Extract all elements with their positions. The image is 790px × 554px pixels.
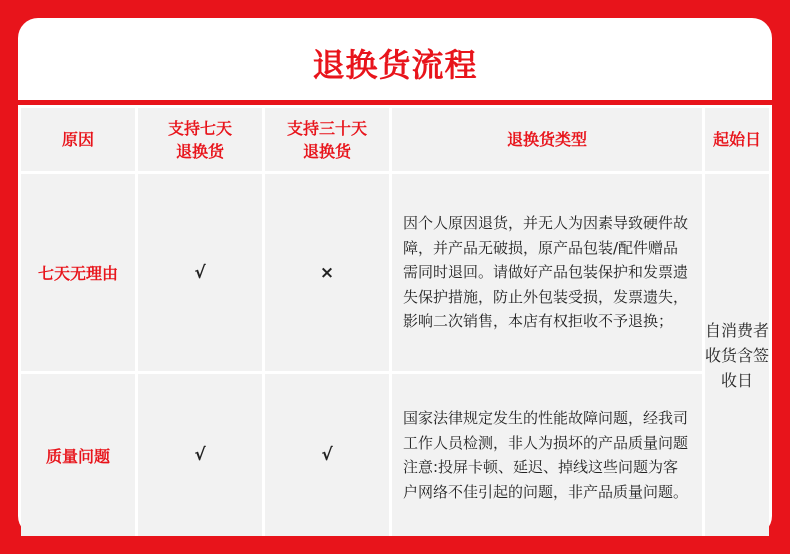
row-description: 国家法律规定发生的性能故障问题，经我司工作人员检测，非人为损坏的产品质量问题注意:投屏卡顿、延迟、掉线这些问题为客户网络不佳引起的问题，非产品质量问题。 [403,409,689,501]
start-day-line1: 自消费者 [705,320,770,340]
header-return-type: 退换货类型 [392,108,702,171]
start-day-line2: 收货含签 [705,345,770,365]
return-policy-card [18,18,772,536]
start-day-line3: 收日 [720,370,753,390]
header-start-day: 起始日 [705,108,769,171]
row-description-cell [392,174,702,371]
page-title: 退换货流程 [312,46,478,84]
row-reason: 七天无理由 [21,174,135,371]
row-reason: 质量问题 [21,374,135,536]
header-reason: 原因 [21,108,135,171]
header-thirty-day-line2: 退换货 [302,141,351,161]
row-description-cell [392,374,702,536]
header-thirty-day-line1: 支持三十天 [286,118,367,138]
start-day-cell [705,174,769,536]
row-thirty-day-mark: × [265,174,389,371]
header-thirty-day [265,108,389,171]
row-thirty-day-mark: √ [265,374,389,536]
row-seven-day-mark: √ [138,174,262,371]
header-seven-day-line1: 支持七天 [167,118,232,138]
row-seven-day-mark: √ [138,374,262,536]
header-seven-day-line2: 退换货 [175,141,224,161]
title-divider [18,100,772,105]
row-description: 因个人原因退货，并无人为因素导致硬件故障，并产品无破损，原产品包装/配件赠品需同时退回。请做好产品包装保护和发票遗失保护措施，防止外包装受损，发票遗失，影响二次销售，本店有权拒收不予退换； [403,214,689,331]
header-seven-day [138,108,262,171]
